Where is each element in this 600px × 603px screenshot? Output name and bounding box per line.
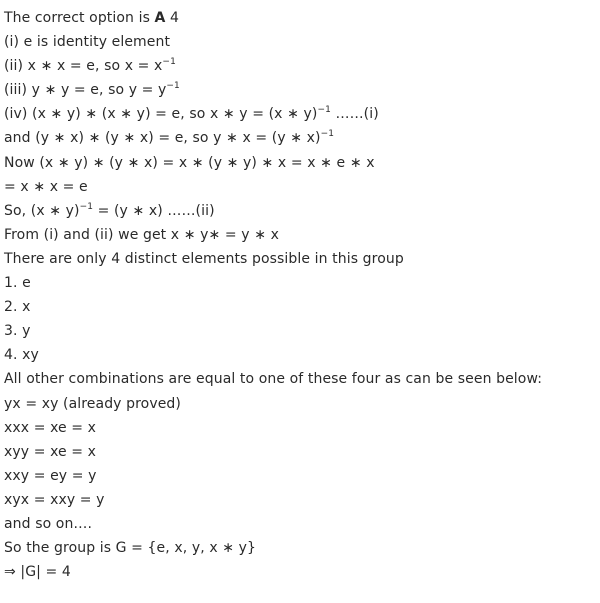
step-and: and (y ∗ x) ∗ (y ∗ x) = e, so y ∗ x = (y ∗ x)$^{-1}$ [4, 129, 335, 147]
step-so: So, (x ∗ y)$^{-1}$ = (y ∗ x) ……(ii) [4, 201, 215, 219]
answer-line: The correct option is A 4 [4, 10, 180, 26]
combination-line: xxy = ey = y [4, 467, 97, 484]
step-ii: (ii) x ∗ x = e, so $x = x^{-1}$ [4, 57, 176, 75]
step-from: From (i) and (ii) we get x ∗ y∗ = y ∗ x [4, 226, 279, 243]
list-item: 1. e [4, 275, 31, 292]
combination-line: yx = xy (already proved) [4, 395, 181, 412]
combination-line: xxx = xe = x [4, 419, 97, 436]
step-conclusion: ⇒ |G| = 4 [4, 564, 71, 581]
step-and-so-on: and so on…. [4, 515, 93, 532]
step-group: So the group is G = {e, x, y, x ∗ y} [4, 540, 257, 557]
list-item: 2. x [4, 299, 31, 316]
combination-line: xyy = xe = x [4, 443, 97, 460]
list-item: 3. y [4, 323, 31, 340]
answer-option: A [154, 10, 166, 26]
step-distinct: There are only 4 distinct elements possible in this group [4, 250, 404, 267]
step-result: = x ∗ x = e [4, 178, 88, 195]
list-item: 4. xy [4, 347, 39, 364]
step-iv: (iv) (x ∗ y) ∗ (x ∗ y) = e, so x ∗ y = (x ∗ y)$^{-1}$ ……(i) [4, 105, 379, 123]
combination-line: xyx = xxy = y [4, 491, 105, 508]
step-i: (i) e is identity element [4, 34, 171, 51]
step-iii: (iii) y ∗ y = e, so $y = y^{-1}$ [4, 81, 180, 99]
step-now: Now (x ∗ y) ∗ (y ∗ x) = x ∗ (y ∗ y) ∗ x = x ∗ e ∗ x [4, 154, 375, 171]
step-combinations: All other combinations are equal to one of these four as can be seen below: [4, 371, 543, 388]
